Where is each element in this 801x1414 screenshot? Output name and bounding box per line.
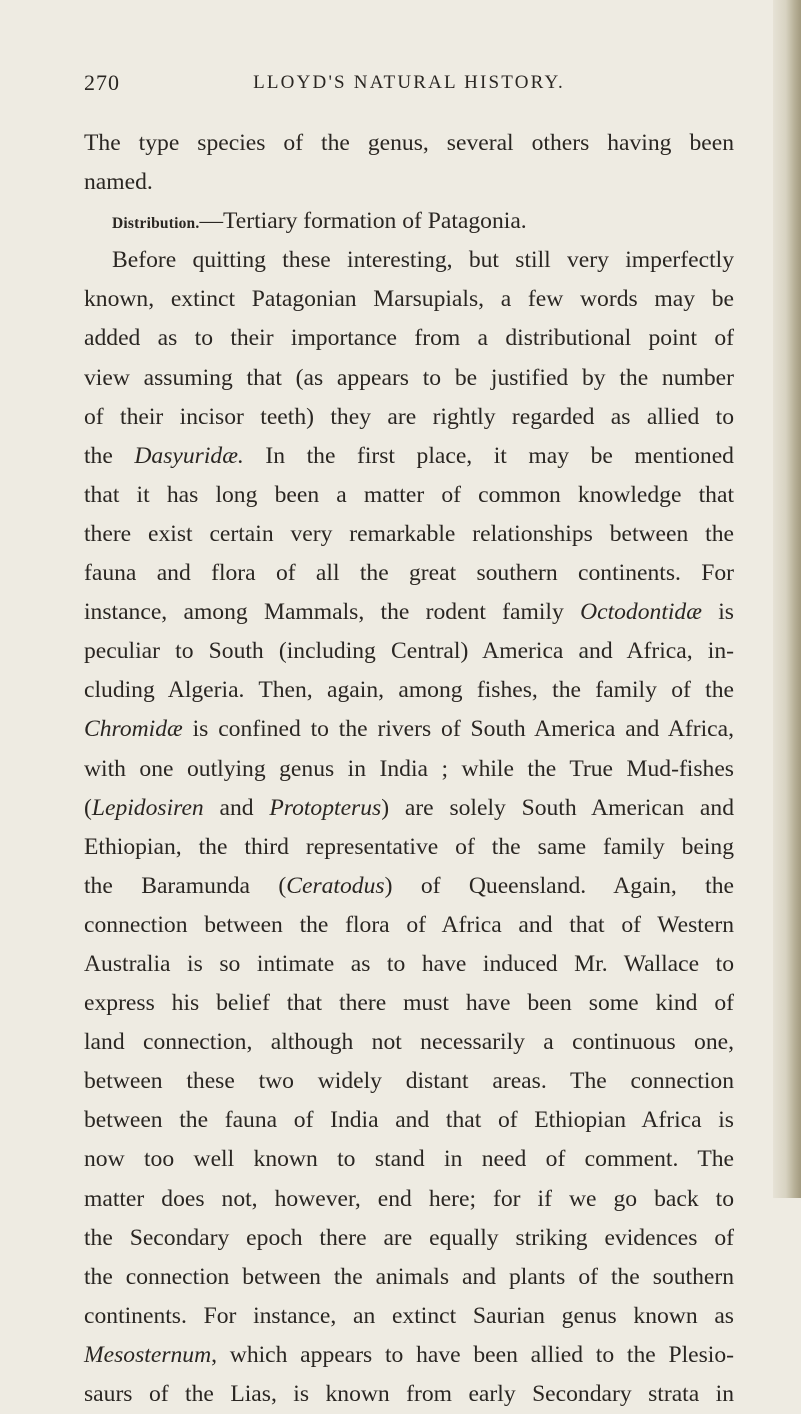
text-segment: land connection, although not necessarily a continuous one, (84, 1029, 734, 1056)
text-segment: ) are solely South American and (381, 794, 734, 821)
text-segment: —Tertiary formation of Patagonia. (199, 208, 527, 235)
text-line (84, 710, 734, 749)
text-line (84, 1140, 734, 1179)
text-line (84, 124, 734, 163)
text-segment: connection between the flora of Africa and that of Western (84, 911, 734, 938)
text-segment: between the fauna of India and that of Ethiopian Africa is (84, 1107, 734, 1134)
text-segment: known, extinct Patagonian Marsupials, a few words may be (84, 286, 734, 313)
run-in-heading: Distribution. (112, 215, 200, 233)
text-line (84, 1219, 734, 1258)
text-line (84, 476, 734, 515)
text-line (84, 319, 734, 358)
text-line (84, 984, 734, 1023)
text-segment: continents. For instance, an extinct Saurian genus known as (84, 1302, 734, 1329)
italic-term: Chromidæ (84, 716, 183, 743)
text-line (84, 867, 734, 906)
page-number: 270 (84, 70, 120, 95)
text-line (84, 398, 734, 437)
text-segment: instance, among Mammals, the rodent family (84, 599, 581, 626)
text-line (84, 515, 734, 554)
italic-term: Octodontidæ (580, 599, 702, 626)
text-line (84, 593, 734, 632)
text-segment: the Secondary epoch there are equally striking evidences of (84, 1224, 734, 1251)
page-header (84, 70, 734, 110)
text-segment: named. (84, 169, 153, 196)
italic-term: Dasyuridæ. (134, 442, 244, 469)
text-line (84, 1336, 734, 1375)
text-line (84, 1023, 734, 1062)
text-line (84, 1297, 734, 1336)
text-line (84, 163, 734, 202)
text-segment: express his belief that there must have been some kind of (84, 990, 734, 1017)
text-segment: ( (84, 794, 92, 821)
text-segment: The type species of the genus, several others having been (84, 130, 734, 156)
italic-term: Mesosternum (84, 1341, 212, 1368)
text-segment: the connection between the animals and plants of the southern (84, 1263, 734, 1290)
text-segment: the (84, 442, 135, 469)
text-line (84, 1375, 734, 1414)
text-line (84, 906, 734, 945)
body-text (84, 124, 734, 1414)
text-segment: between these two widely distant areas. The connection (84, 1068, 734, 1095)
text-line (84, 945, 734, 984)
text-segment: of their incisor teeth) they are rightly regarded as allied to (84, 403, 734, 430)
text-segment: In the first place, it may be mentioned (243, 442, 734, 469)
text-line (84, 1180, 734, 1219)
text-segment: now too well known to stand in need of comment. The (84, 1146, 734, 1173)
text-line (84, 671, 734, 710)
text-segment: Before quitting these interesting, but still very imperfectly (112, 247, 734, 274)
text-segment: fauna and flora of all the great southern continents. For (84, 560, 734, 587)
text-line (84, 789, 734, 828)
text-line (84, 437, 734, 476)
text-segment: with one outlying genus in India ; while the True Mud-fishes (84, 755, 734, 782)
italic-term: Protopterus (269, 794, 382, 821)
text-segment: , which appears to have been allied to the Plesio- (211, 1341, 734, 1368)
text-segment: that it has long been a matter of common knowledge that (84, 481, 734, 508)
text-segment: Ethiopian, the third representative of the same family being (84, 833, 734, 860)
text-segment: and (203, 794, 270, 821)
text-segment: matter does not, however, end here; for if we go back to (84, 1185, 734, 1212)
text-segment: the Baramunda ( (84, 872, 287, 899)
text-segment: view assuming that (as appears to be justified by the number (84, 364, 734, 391)
text-segment: Australia is so intimate as to have induced Mr. Wallace to (84, 950, 734, 977)
text-segment: cluding Algeria. Then, again, among fishes, the family of the (84, 677, 734, 704)
italic-term: Lepidosiren (91, 794, 204, 821)
text-line (84, 554, 734, 593)
text-segment: peculiar to South (including Central) America and Africa, in- (84, 638, 734, 665)
italic-term: Ceratodus (286, 872, 385, 899)
text-segment: there exist certain very remarkable relationships between the (84, 520, 734, 547)
text-line (84, 632, 734, 671)
text-line (84, 1101, 734, 1140)
text-line (84, 750, 734, 789)
text-line (84, 359, 734, 398)
text-segment: ) of Queensland. Again, the (384, 872, 735, 899)
text-segment: is (701, 599, 734, 626)
text-segment: added as to their importance from a distributional point of (84, 325, 734, 352)
text-line (84, 828, 734, 867)
text-segment: saurs of the Lias, is known from early Secondary strata in (84, 1381, 734, 1407)
text-line (84, 241, 734, 280)
text-line (84, 1258, 734, 1297)
text-line (84, 280, 734, 319)
page-edge-shadow (773, 0, 801, 1198)
text-segment: is confined to the rivers of South America and Africa, (182, 716, 734, 743)
text-line (84, 1062, 734, 1101)
running-head: LLOYD'S NATURAL HISTORY. (253, 72, 565, 93)
text-line (84, 202, 734, 241)
